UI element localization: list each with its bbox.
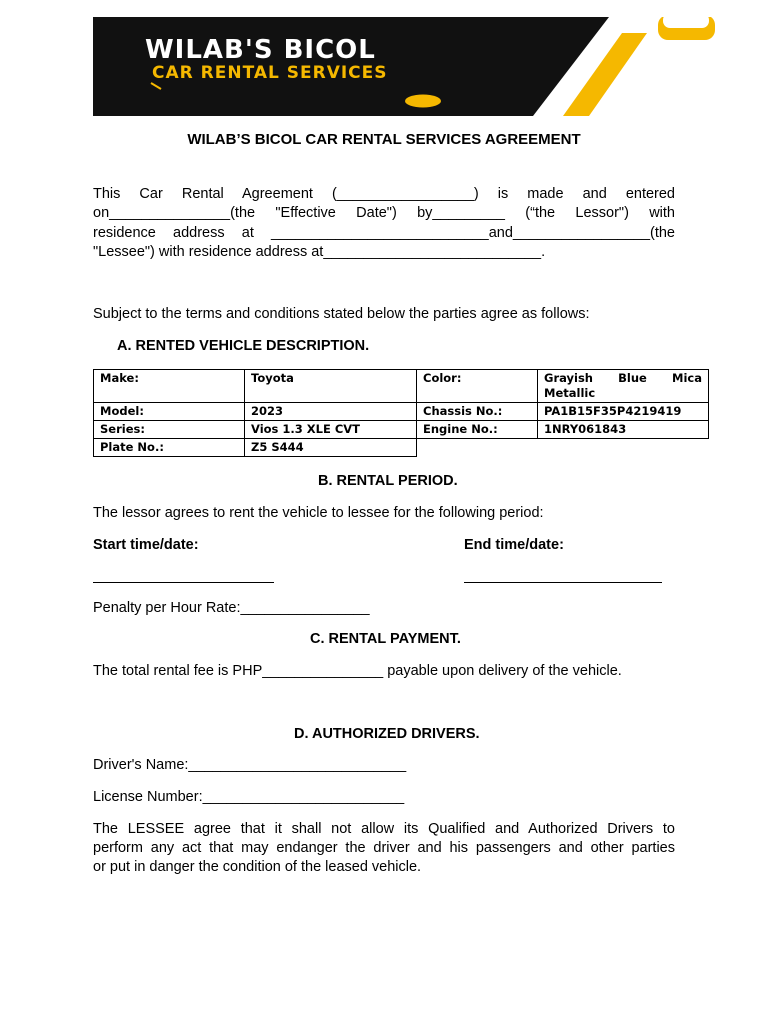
section-b-heading: B. RENTAL PERIOD. [318,473,458,489]
intro-line: residence address at ___________________________and_________________(the [93,225,675,241]
table-cell: Toyota [245,370,417,403]
table-cell: PA1B15F35P4219419 [538,403,709,421]
table-cell: Chassis No.: [417,403,538,421]
section-a-heading: A. RENTED VEHICLE DESCRIPTION. [117,338,370,354]
color-value: Grayish Blue Mica Metallic [544,371,702,400]
rental-period-text: The lessor agrees to rent the vehicle to lessee for the following period: [93,505,544,521]
table-cell-empty [538,439,709,457]
header-banner [93,17,715,116]
section-d-heading: D. AUTHORIZED DRIVERS. [294,726,480,742]
company-name: WILAB'S BICOL [145,35,376,65]
end-date-blank [464,582,662,583]
table-row [94,439,709,457]
table-cell: Series: [94,421,245,439]
table-row [94,403,709,421]
intro-line: This Car Rental Agreement (_________________) is made and entered [93,186,675,202]
table-cell: Model: [94,403,245,421]
table-cell: 1NRY061843 [538,421,709,439]
payment-text: The total rental fee is PHP_______________ payable upon delivery of the vehicle. [93,663,622,679]
table-cell [538,370,709,403]
start-date-blank [93,582,274,583]
lessee-line: The LESSEE agree that it shall not allow its Qualified and Authorized Drivers to [93,821,675,837]
table-cell: Vios 1.3 XLE CVT [245,421,417,439]
table-cell: 2023 [245,403,417,421]
table-cell: Engine No.: [417,421,538,439]
lessee-line: perform any act that may endanger the driver and his passengers and other parties [93,840,675,856]
table-cell: Z5 S444 [245,439,417,457]
intro-line: "Lessee") with residence address at___________________________. [93,244,546,260]
section-c-heading: C. RENTAL PAYMENT. [310,631,461,647]
driver-name-field: Driver's Name:___________________________ [93,757,407,773]
start-date-label: Start time/date: [93,537,199,553]
table-cell: Make: [94,370,245,403]
table-row [94,370,709,403]
table-row [94,421,709,439]
end-date-label: End time/date: [464,537,564,553]
penalty-rate: Penalty per Hour Rate:________________ [93,600,370,616]
license-number-field: License Number:_________________________ [93,789,405,805]
table-cell-empty [417,439,538,457]
subject-text: Subject to the terms and conditions stated below the parties agree as follows: [93,306,590,322]
company-tagline: CAR RENTAL SERVICES [152,63,388,83]
table-cell: Plate No.: [94,439,245,457]
vehicle-description-table [93,369,709,457]
document-title: WILAB’S BICOL CAR RENTAL SERVICES AGREEMENT [187,131,581,148]
table-cell: Color: [417,370,538,403]
intro-line: on_______________(the "Effective Date") by_________ (“the Lessor") with [93,205,675,221]
lessee-line: or put in danger the condition of the leased vehicle. [93,859,422,875]
